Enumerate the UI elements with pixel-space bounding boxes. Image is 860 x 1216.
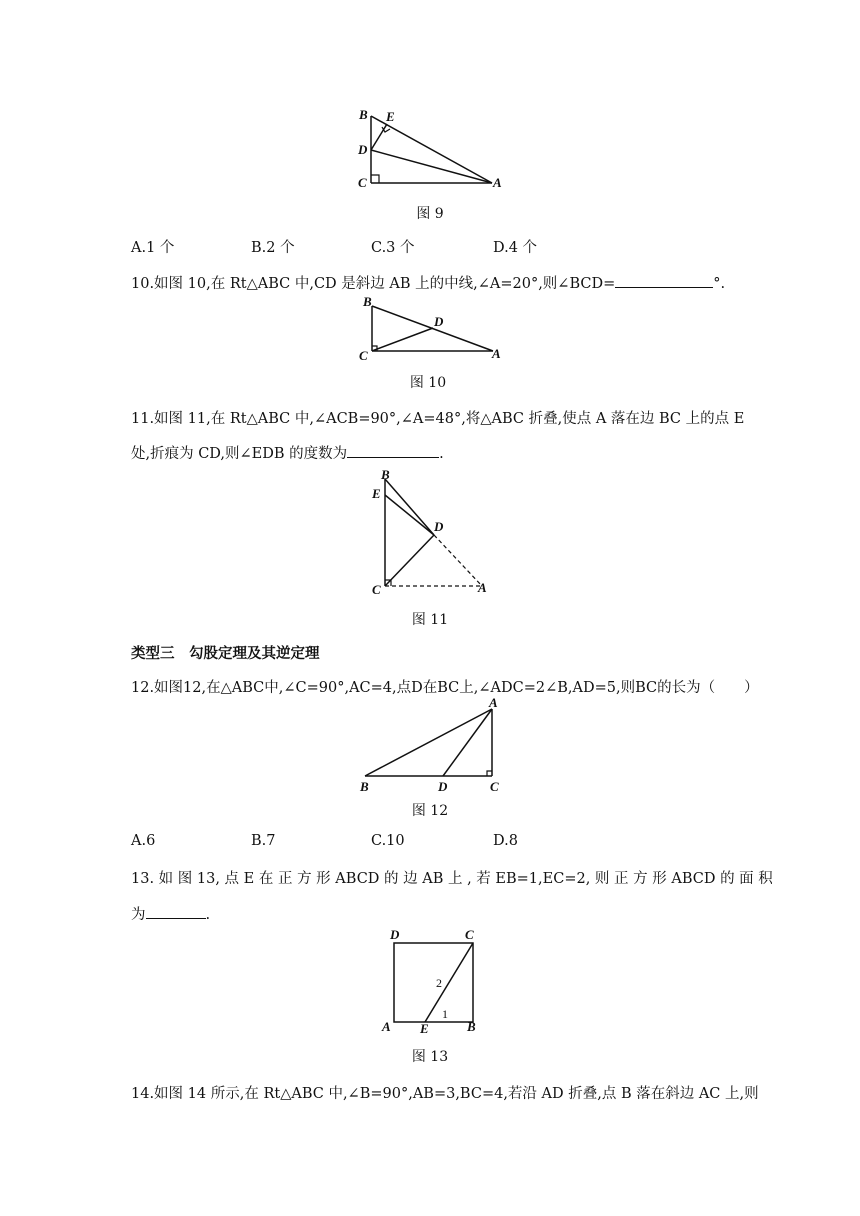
figure-9-diagram [350, 105, 510, 195]
figure-10-diagram [355, 292, 515, 367]
fig12-label-C: C [490, 779, 499, 794]
q10-answer-blank [615, 273, 713, 288]
fig10-label-D: D [434, 314, 444, 329]
figure-13-diagram [380, 925, 485, 1035]
question-14: 14.如图 14 所示,在 Rt△ABC 中,∠B=90°,AB=3,BC=4,若沿 AD 折叠,点 B 落在斜边 AC 上,则 [131, 1086, 759, 1102]
fig9-label-C: C [358, 175, 367, 190]
q11-answer-blank [347, 443, 439, 458]
fig13-label-2: 2 [436, 976, 442, 990]
q12-option-d: D.8 [493, 833, 518, 849]
q10-text-after: °. [713, 276, 726, 292]
fig10-label-C: C [359, 348, 368, 363]
q11-text-after: . [439, 446, 444, 462]
question-13-line-2 [131, 903, 210, 924]
fig9-label-B: B [359, 107, 368, 122]
question-11-line-1: 11.如图 11,在 Rt△ABC 中,∠ACB=90°,∠A=48°,将△ABC 折叠,使点 A 落在边 BC 上的点 E [131, 411, 745, 427]
fig10-label-A: A [492, 346, 501, 361]
fig12-label-D: D [438, 779, 448, 794]
question-13-line-1: 13. 如 图 13, 点 E 在 正 方 形 ABCD 的 边 AB 上 , 若 EB=1,EC=2, 则 正 方 形 ABCD 的 面 积 [131, 871, 773, 887]
q9-option-d: D.4 个 [493, 240, 538, 256]
fig9-label-A: A [493, 175, 502, 190]
q13-text: 为 [131, 907, 146, 923]
q12-option-c: C.10 [371, 833, 405, 849]
section-3-heading: 类型三 勾股定理及其逆定理 [131, 646, 320, 662]
figure-9-caption: 图 9 [416, 206, 444, 222]
q10-text: 10.如图 10,在 Rt△ABC 中,CD 是斜边 AB 上的中线,∠A=20°,则∠BCD= [131, 276, 616, 292]
fig12-label-B: B [360, 779, 369, 794]
fig13-label-A: A [382, 1019, 391, 1034]
figure-11-caption: 图 11 [411, 612, 449, 628]
fig9-label-D: D [358, 142, 368, 157]
fig11-label-E: E [372, 486, 381, 501]
fig13-label-B: B [467, 1019, 476, 1034]
question-11-line-2 [131, 442, 444, 463]
q9-option-c: C.3 个 [371, 240, 415, 256]
figure-10-caption: 图 10 [409, 375, 447, 391]
q13-answer-blank [146, 904, 206, 919]
figure-13-caption: 图 13 [411, 1049, 449, 1065]
figure-12-diagram [350, 695, 515, 795]
question-12: 12.如图12,在△ABC中,∠C=90°,AC=4,点D在BC上,∠ADC=2∠B,AD=5,则BC的长为（ ） [131, 680, 759, 696]
q13-text-after: . [205, 907, 211, 923]
fig11-label-A: A [478, 580, 487, 595]
figure-11-diagram [365, 465, 495, 597]
q12-option-a: A.6 [131, 833, 156, 849]
fig13-label-D: D [390, 927, 400, 942]
fig11-label-B: B [381, 467, 390, 482]
q9-option-a: A.1 个 [131, 240, 175, 256]
fig9-label-E: E [386, 109, 395, 124]
q12-option-b: B.7 [251, 833, 276, 849]
fig10-label-B: B [363, 294, 372, 309]
fig13-label-C: C [465, 927, 474, 942]
q11-text: 处,折痕为 CD,则∠EDB 的度数为 [131, 446, 348, 462]
fig11-label-C: C [372, 582, 381, 597]
fig13-label-1: 1 [442, 1007, 448, 1021]
fig13-label-E: E [420, 1021, 429, 1035]
fig11-label-D: D [434, 519, 444, 534]
figure-12-caption: 图 12 [411, 803, 449, 819]
question-10 [131, 272, 725, 293]
fig12-label-A: A [489, 695, 498, 710]
q9-option-b: B.2 个 [251, 240, 295, 256]
